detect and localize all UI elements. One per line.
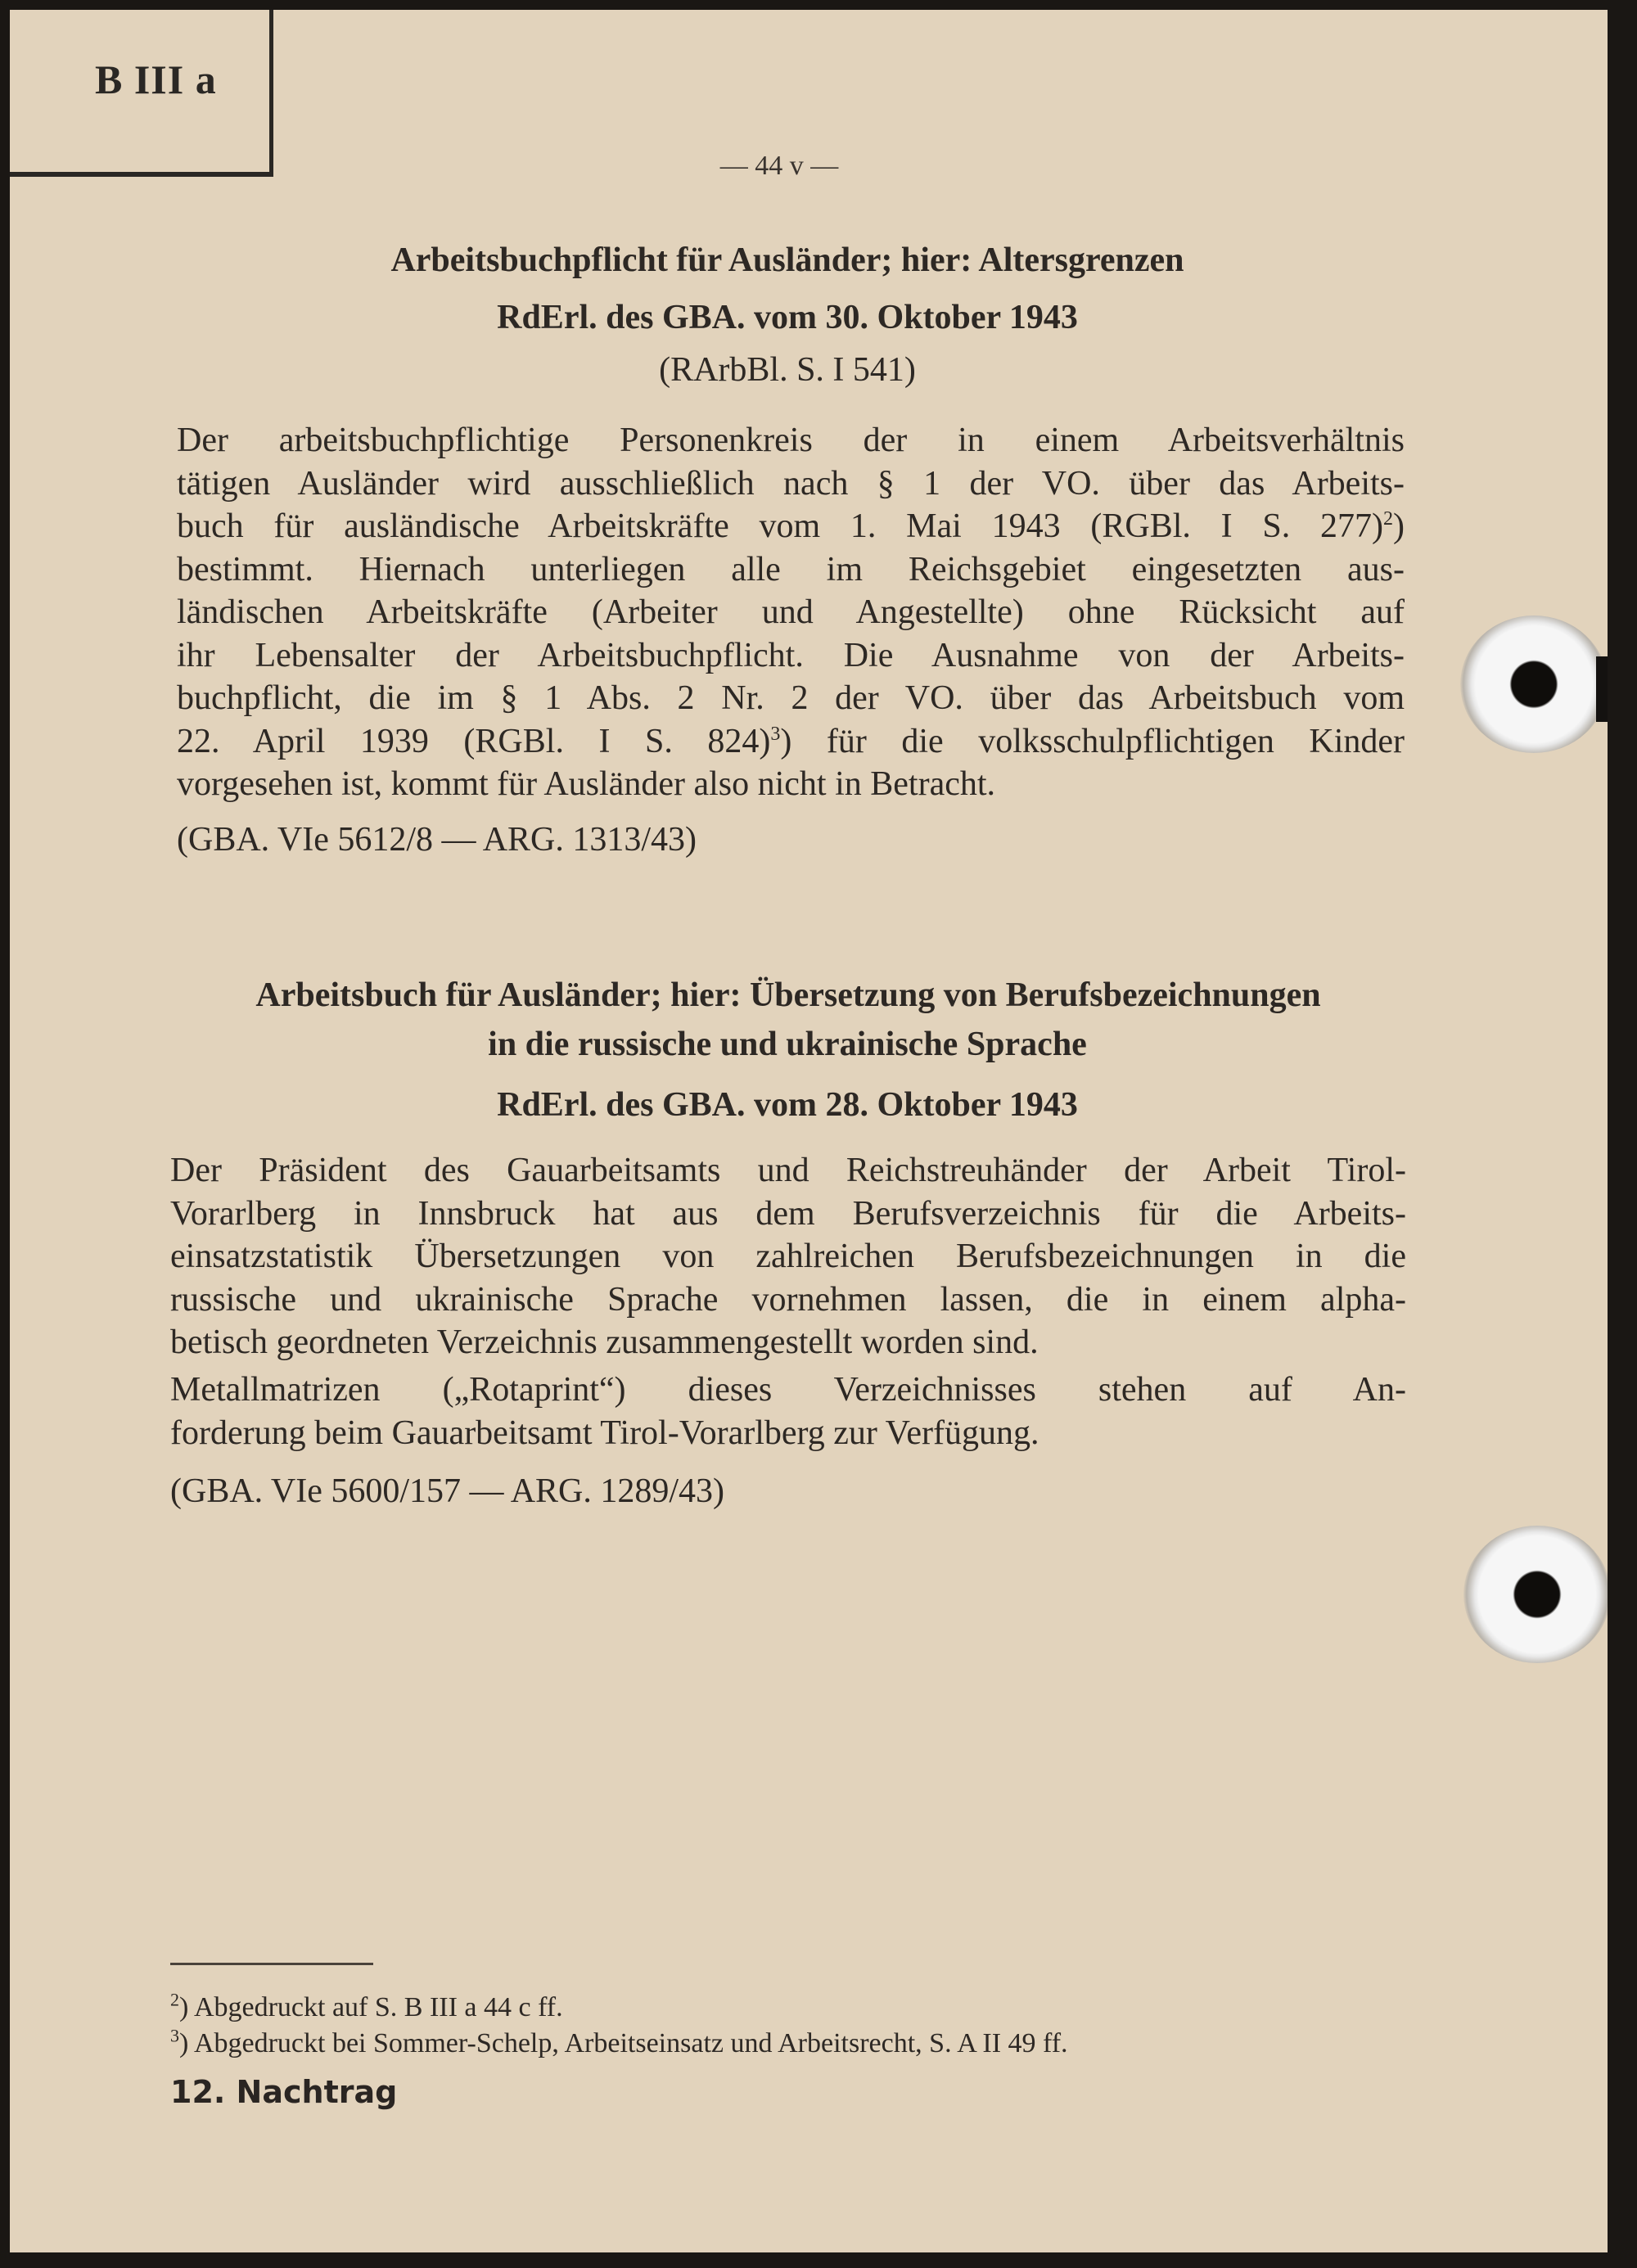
page-number: — 44 v — <box>719 151 839 181</box>
footnote-mark-2-close: ) <box>1393 507 1405 545</box>
section2-p1-line-4: russische und ukrainische Sprache vornehmen lassen, die in einem alpha- <box>170 1280 1406 1319</box>
section1-line-7: buchpflicht, die im § 1 Abs. 2 Nr. 2 der VO. über das Arbeitsbuch vom <box>177 679 1405 717</box>
section1-line-8-rest: ) für die volksschulpflichtigen Kinder <box>780 722 1405 760</box>
section2-paragraph-1 <box>170 1149 1406 1364</box>
section2-p1-line-5: betisch geordneten Verzeichnis zusammengestellt worden sind. <box>170 1323 1039 1361</box>
section1-decree: RdErl. des GBA. vom 30. Oktober 1943 <box>497 299 1078 336</box>
footnote-mark-2: 2 <box>1383 508 1393 530</box>
section2-p2-line-1: Metallmatrizen („Rotaprint“) dieses Verzeichnisses stehen auf An- <box>170 1371 1406 1409</box>
section1-source: (RArbBl. S. I 541) <box>659 351 916 389</box>
section2-title-line-2: in die russische und ukrainische Sprache <box>488 1026 1087 1063</box>
footnote-2-text: ) Abgedruckt auf S. B III a 44 c ff. <box>179 1992 563 2022</box>
section1-title: Arbeitsbuchpflicht für Ausländer; hier: Altersgrenzen <box>390 241 1184 279</box>
section1-line-9: vorgesehen ist, kommt für Ausländer also nicht in Betracht. <box>177 765 996 803</box>
punch-hole-icon <box>1460 615 1608 753</box>
section2-p1-line-1: Der Präsident des Gauarbeitsamts und Reichstreuhänder der Arbeit Tirol- <box>170 1152 1406 1189</box>
section1-line-8-text: 22. April 1939 (RGBl. I S. 824) <box>177 722 771 760</box>
punch-hole-edge <box>1596 656 1608 722</box>
footnote-3-text: ) Abgedruckt bei Sommer-Schelp, Arbeitseinsatz und Arbeitsrecht, S. A II 49 ff. <box>179 2028 1068 2058</box>
punch-hole-icon <box>1463 1526 1608 1663</box>
section2-p2-line-2: forderung beim Gauarbeitsamt Tirol-Vorarlberg zur Verfügung. <box>170 1414 1039 1452</box>
supplement-label: 12. Nachtrag <box>170 2074 398 2110</box>
section2-title-line-1: Arbeitsbuch für Ausländer; hier: Übersetzung von Berufsbezeichnungen <box>255 976 1321 1014</box>
section2-paragraph-2 <box>170 1368 1406 1454</box>
section1-line-4: bestimmt. Hiernach unterliegen alle im Reichsgebiet eingesetzten aus- <box>177 550 1405 588</box>
section1-reference: (GBA. VIe 5612/8 — ARG. 1313/43) <box>177 821 697 859</box>
footnote-separator <box>170 1963 373 1965</box>
footnote-2-mark: 2 <box>170 1989 179 2010</box>
footnote-3 <box>170 2025 1068 2059</box>
section1-body <box>177 419 1405 806</box>
section1-line-3-text: buch für ausländische Arbeitskräfte vom 1. Mai 1943 (RGBl. I S. 277) <box>177 507 1383 545</box>
section2-p1-line-3: einsatzstatistik Übersetzungen von zahlreichen Berufsbezeichnungen in die <box>170 1238 1406 1275</box>
section1-line-8 <box>177 720 1405 764</box>
section1-line-6: ihr Lebensalter der Arbeitsbuchpflicht. Die Ausnahme von der Arbeits- <box>177 636 1405 674</box>
footnote-2 <box>170 1989 563 2023</box>
footnote-mark-3: 3 <box>770 723 781 745</box>
section2-reference: (GBA. VIe 5600/157 — ARG. 1289/43) <box>170 1472 725 1510</box>
footnote-3-mark: 3 <box>170 2025 179 2046</box>
section2-decree: RdErl. des GBA. vom 28. Oktober 1943 <box>497 1086 1078 1124</box>
section2-p1-line-2: Vorarlberg in Innsbruck hat aus dem Berufsverzeichnis für die Arbeits- <box>170 1194 1406 1233</box>
section1-line-2: tätigen Ausländer wird ausschließlich nach § 1 der VO. über das Arbeits- <box>177 464 1405 503</box>
document-page <box>10 10 1608 2252</box>
section1-line-1: Der arbeitsbuchpflichtige Personenkreis der in einem Arbeitsverhältnis <box>177 422 1405 459</box>
section1-line-3 <box>177 505 1405 548</box>
register-tab-label: B III a <box>95 56 217 102</box>
section1-line-5: ländischen Arbeitskräfte (Arbeiter und Angestellte) ohne Rücksicht auf <box>177 593 1405 631</box>
